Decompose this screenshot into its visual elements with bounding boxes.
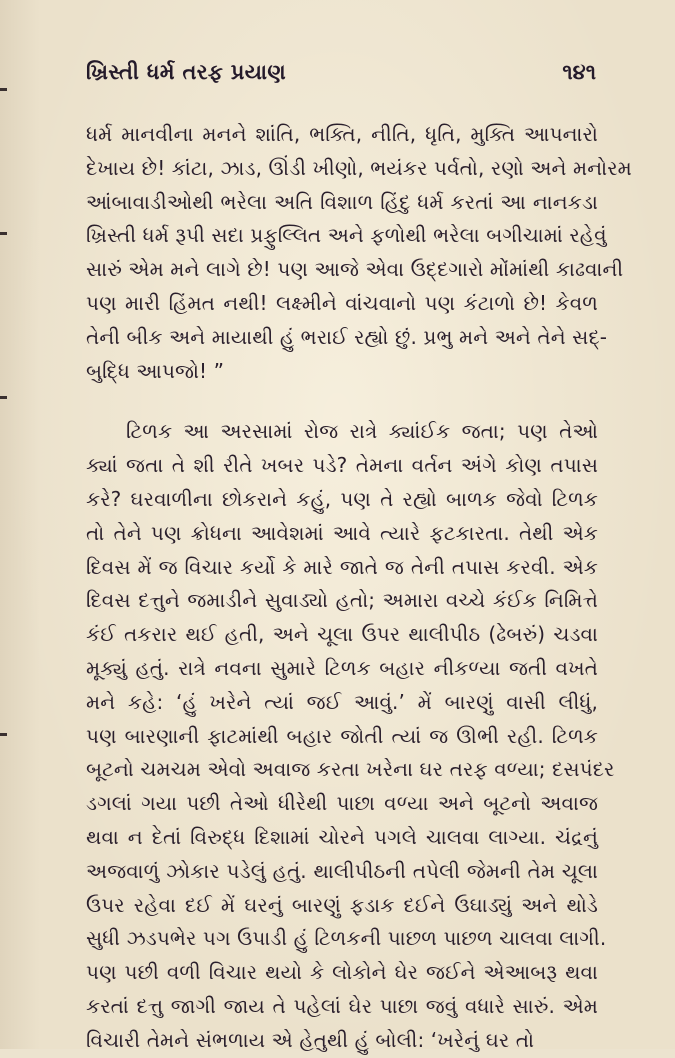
text-line: દેખાય છે! કાંટા, ઝાડ, ઊંડી ખીણો, ભયંકર પર્વતો, રણો અને મનોરમ — [86, 155, 632, 180]
text-line: કરતાં દત્તુ જાગી જાય તે પહેલાં ઘેર પાછા જવું વધારે સારું. એમ — [86, 993, 598, 1018]
text-line: ઉપર રહેવા દઈ મેં ઘરનું બારણું ફડાક દઈને ઉઘાડ્યું અને થોડે — [86, 892, 598, 917]
left-edge-mark — [0, 733, 7, 736]
text-line: ડગલાં ગયા પછી તેઓ ધીરેથી પાછા વળ્યા અને બૂટનો અવાજ — [86, 791, 598, 816]
left-edge-mark — [0, 396, 7, 399]
text-line: પણ પછી વળી વિચાર થયો કે લોકોને ઘેર જઈને એઆબરૂ થવા — [86, 960, 598, 985]
text-line: પણ મારી હિંમત નથી! લક્ષ્મીને વાંચવાનો પણ કંટાળો છે! કેવળ — [86, 290, 598, 315]
text-line: સુધી ઝડપભેર પગ ઉપાડી હું ટિળકની પાછળ પાછળ ચાલવા લાગી. — [86, 926, 607, 951]
text-line: ટિળક આ અરસામાં રોજ રાત્રે ક્યાંઈક જતા; પણ તેઓ — [126, 419, 598, 444]
running-head: ખ્રિસ્તી ધર્મ તરફ પ્રયાણ — [86, 60, 286, 84]
text-line: દિવસ દત્તુને જમાડીને સુવાડ્યો હતો; અમારા વચ્ચે કંઈક નિમિત્તે — [86, 588, 598, 613]
text-line: પણ બારણાની ફાટમાંથી બહાર જોતી ત્યાં જ ઊભી રહી. ટિળક — [86, 723, 598, 748]
text-line: કરે? ઘરવાળીના છોકરાને કહું, પણ તે રહ્યો બાળક જેવો ટિળક — [86, 486, 598, 511]
page-header — [86, 60, 596, 92]
text-line: વિચારી તેમને સંભળાય એ હેતુથી હું બોલી: ‘ખરેનું ઘર તો — [86, 1027, 535, 1052]
text-line: બૂટનો ચમચમ એવો અવાજ કરતા ખરેના ઘર તરફ વળ્યા; દસપંદર — [86, 757, 615, 782]
page-number: ૧૪૧ — [562, 60, 596, 84]
body-text — [86, 118, 632, 1058]
text-line: ખ્રિસ્તી ધર્મ રૂપી સદા પ્રફુલ્લિત અને ફળોથી ભરેલા બગીચામાં રહેવું — [86, 223, 607, 248]
text-line: સારું એમ મને લાગે છે! પણ આજે એવા ઉદ્દગારો મોંમાંથી કાઢવાની — [86, 257, 624, 282]
text-line: ક્યાં જતા તે શી રીતે ખબર પડે? તેમના વર્તન અંગે કોણ તપાસ — [86, 453, 598, 478]
text-line: થવા ન દેતાં વિરુદ્ધ દિશામાં ચોરને પગલે ચાલવા લાગ્યા. ચંદ્રનું — [86, 824, 598, 849]
text-line: મને કહે: ‘હું ખરેને ત્યાં જઈ આવું.’ મેં બારણું વાસી લીધું, — [86, 689, 598, 714]
text-line: મૂક્યું હતું. રાત્રે નવના સુમારે ટિળક બહાર નીકળ્યા જતી વખતે — [86, 655, 598, 680]
text-line: તો તેને પણ ક્રોધના આવેશમાં આવે ત્યારે ફટકારતા. તેથી એક — [86, 520, 598, 545]
text-line: દિવસ મેં જ વિચાર કર્યો કે મારે જાતે જ તેની તપાસ કરવી. એક — [86, 554, 598, 579]
text-line: તેની બીક અને માયાથી હું ભરાઈ રહ્યો છું. પ્રભુ મને અને તેને સદ્- — [86, 324, 608, 349]
text-line: અજવાળું ઝોકાર પડેલું હતું. થાલીપીઠની તપેલી જેમની તેમ ચૂલા — [86, 858, 598, 883]
text-line: કંઈ તકરાર થઈ હતી, અને ચૂલા ઉપર થાલીપીઠ (ઢેબરું) ચડવા — [86, 622, 598, 647]
text-line: ધર્મ માનવીના મનને શાંતિ, ભક્તિ, નીતિ, ધૃતિ, મુક્તિ આપનારો — [86, 122, 598, 146]
left-edge-mark — [0, 88, 7, 91]
text-line: બુદ્ધિ આપજો! ” — [86, 358, 225, 383]
paragraph-1 — [86, 118, 632, 388]
text-line: આંબાવાડીઓથી ભરેલા અતિ વિશાળ હિંદુ ધર્મ કરતાં આ નાનકડા — [86, 189, 598, 214]
paragraph-gap — [86, 388, 598, 415]
paragraph-2 — [86, 415, 615, 1057]
left-edge-mark — [0, 232, 7, 235]
